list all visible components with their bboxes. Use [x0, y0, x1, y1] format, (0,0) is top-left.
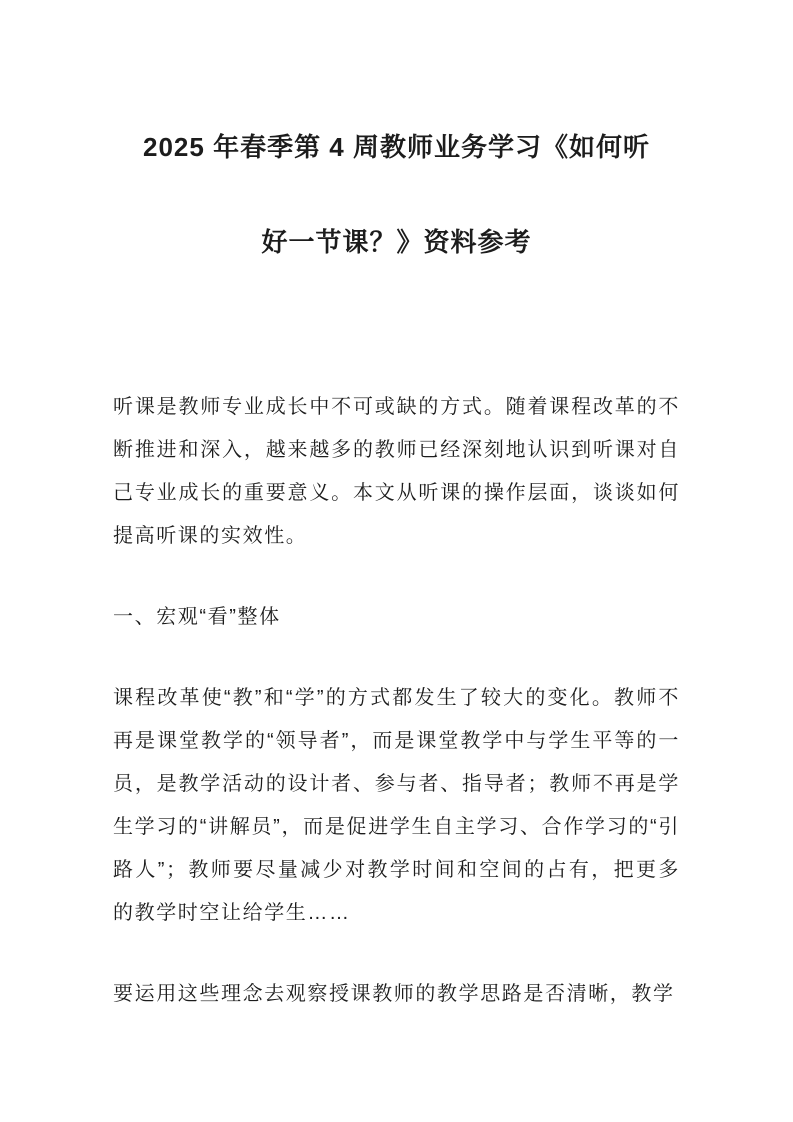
paragraph-intro: 听课是教师专业成长中不可或缺的方式。随着课程改革的不断推进和深入，越来越多的教师已经深刻地认识到听课对自己专业成长的重要意义。本文从听课的操作层面，谈谈如何提高听课的实效性。: [113, 396, 680, 547]
section-heading-macro-view: 一、宏观“看”整体: [113, 606, 281, 628]
paragraph-continuation: 要运用这些理念去观察授课教师的教学思路是否清晰，教学: [113, 983, 675, 1005]
paragraph-section-one-body: 课程改革使“教”和“学”的方式都发生了较大的变化。教师不再是课堂教学的“领导者”，而是课堂教学中与学生平等的一员，是教学活动的设计者、参与者、指导者；教师不再是学生学习的“讲解员”，而是促进学生自主学习、合作学习的“引路人”；教师要尽量减少对教学时间和空间的占有，把更多的教学时空让给学生……: [113, 687, 680, 924]
document-title-line-1: 2025 年春季第 4 周教师业务学习《如何听: [143, 132, 650, 162]
document-title: [113, 100, 680, 290]
document-title-line-2: 好一节课？》资料参考: [261, 227, 532, 257]
